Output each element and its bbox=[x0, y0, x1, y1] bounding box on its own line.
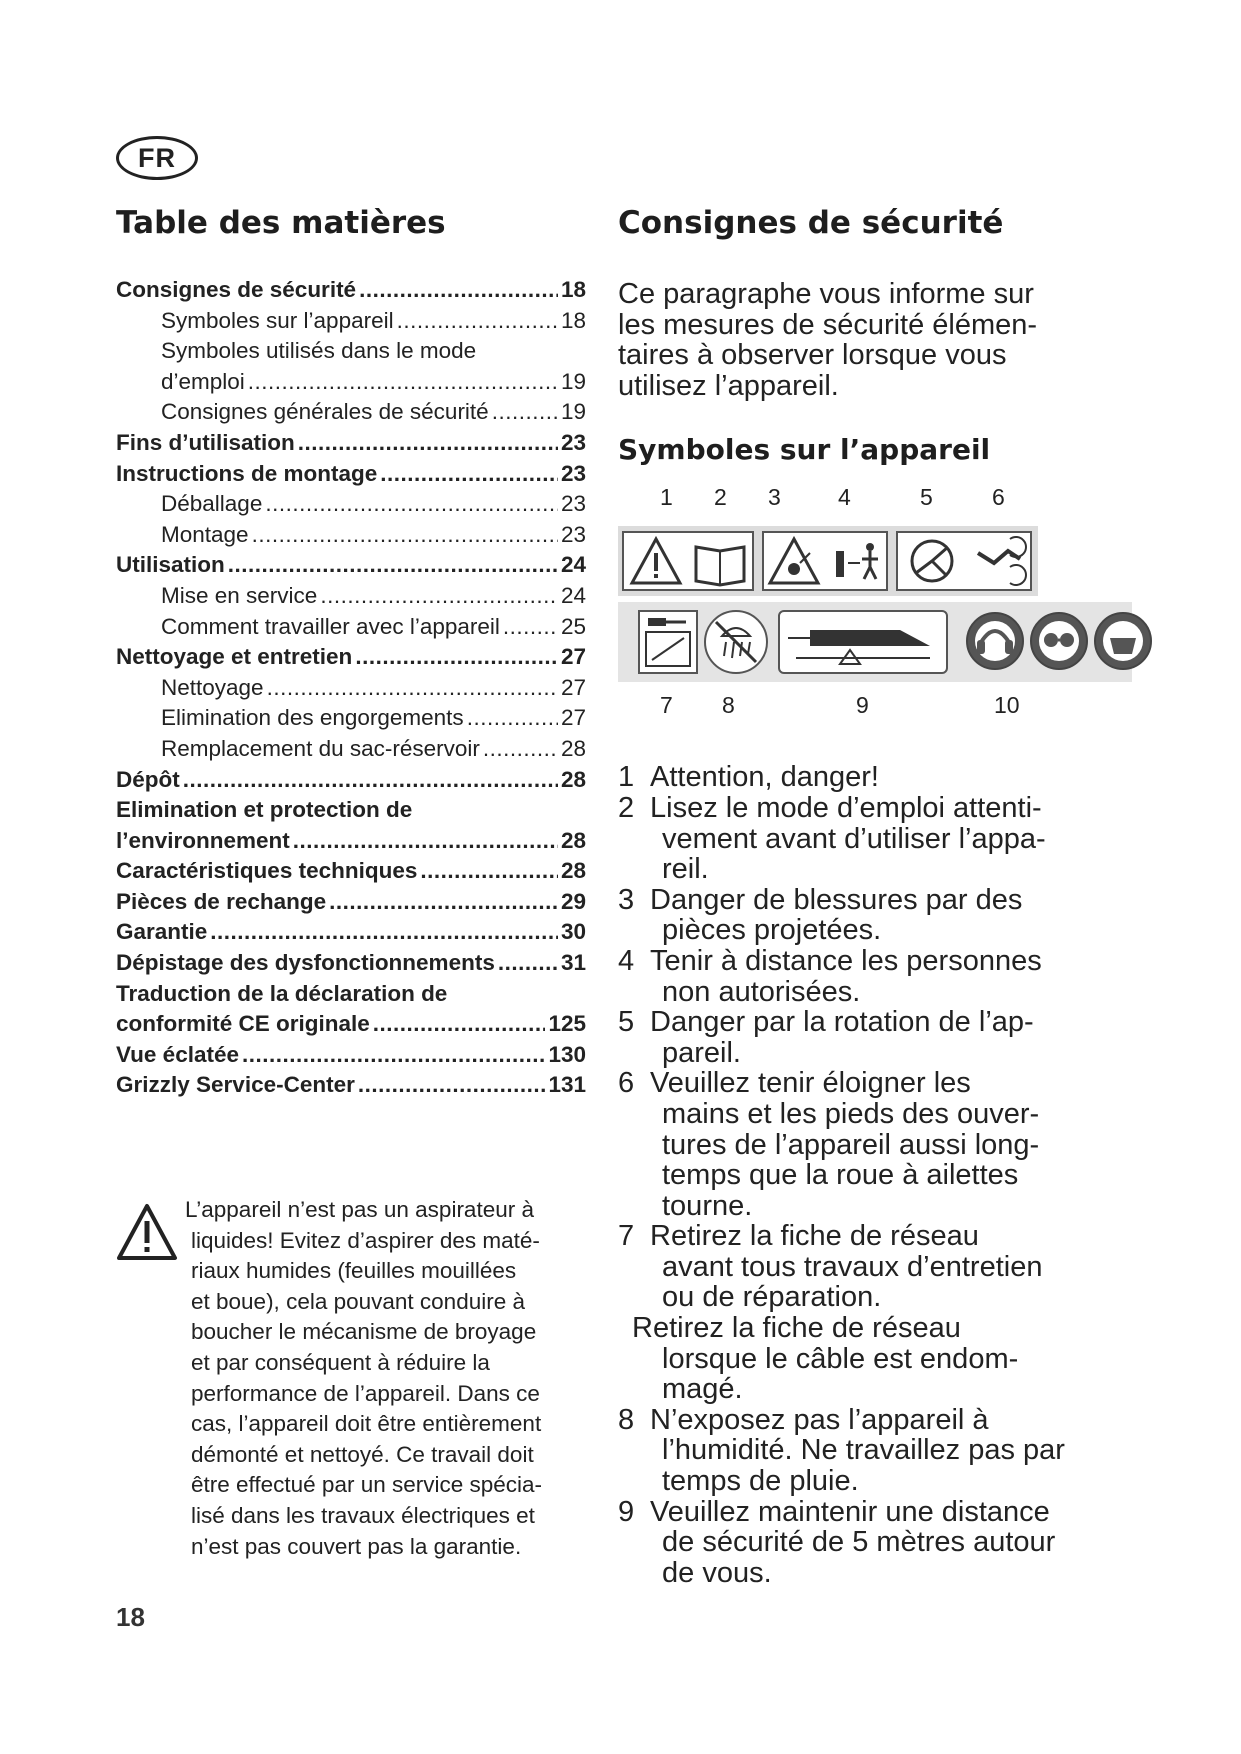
attention-danger-icon bbox=[624, 533, 752, 589]
toc-entry-page: 28 bbox=[560, 858, 586, 884]
warning-line: lisé dans les travaux électriques et bbox=[191, 1502, 535, 1528]
toc-entry-page: 19 bbox=[560, 399, 586, 425]
toc-entry bbox=[116, 675, 586, 706]
toc-entry-page: 30 bbox=[560, 919, 586, 945]
toc-entry-label: conformité CE originale bbox=[116, 1011, 370, 1037]
toc-entry bbox=[116, 919, 586, 950]
legend-item-line: Danger de blessures par des bbox=[650, 883, 1023, 916]
toc-entry bbox=[116, 1042, 586, 1073]
toc-entry bbox=[116, 552, 586, 583]
legend-item-line: lorsque le câble est endom- bbox=[662, 1342, 1019, 1375]
symbol-strip-top bbox=[618, 526, 1038, 596]
symbol-number: 1 bbox=[660, 484, 673, 511]
legend-item-number: 1 bbox=[618, 761, 635, 794]
legend-item-number: 7 bbox=[618, 1220, 635, 1253]
legend-item-line: Retirez la fiche de réseau bbox=[632, 1312, 961, 1345]
ear-protection-symbol bbox=[966, 612, 1024, 670]
liquid-warning bbox=[116, 1195, 596, 1562]
ear-protection-icon bbox=[968, 614, 1022, 668]
warning-line: performance de l’appareil. Dans ce bbox=[191, 1380, 540, 1406]
legend-item-line: non autorisées. bbox=[662, 975, 861, 1008]
toc-leader-dots bbox=[359, 277, 558, 303]
toc-leader-dots bbox=[380, 461, 558, 487]
toc-entry-label: Pièces de rechange bbox=[116, 888, 327, 914]
legend-item bbox=[618, 885, 1178, 946]
warning-line: n’est pas couvert pas la garantie. bbox=[191, 1533, 522, 1559]
toc-entry bbox=[116, 338, 586, 369]
legend-item-line: de sécurité de 5 mètres autour bbox=[662, 1526, 1056, 1559]
rotating-blade-icon bbox=[898, 533, 1030, 589]
symbol-number: 3 bbox=[768, 484, 781, 511]
legend-item-line: pareil. bbox=[662, 1036, 741, 1069]
toc-entry-label: Consignes générales de sécurité bbox=[161, 399, 489, 425]
toc-entry-label: Vue éclatée bbox=[116, 1041, 239, 1067]
legend-item-line: tourne. bbox=[662, 1189, 753, 1222]
legend-item bbox=[618, 762, 1178, 793]
toc-entry-label: Montage bbox=[161, 521, 249, 547]
symbol-numbers-bottom bbox=[618, 692, 1178, 724]
toc-entry-label: Traduction de la déclaration de bbox=[116, 980, 448, 1006]
warning-line: boucher le mécanisme de broyage bbox=[191, 1319, 537, 1345]
warning-line: et boue), cela pouvant conduire à bbox=[191, 1288, 525, 1314]
toc-entry bbox=[116, 858, 586, 889]
toc-entry-label: Elimination des engorgements bbox=[161, 705, 464, 731]
toc-entry bbox=[116, 277, 586, 308]
attention-manual-symbol bbox=[622, 531, 754, 591]
legend-item bbox=[618, 1497, 1178, 1589]
toc-leader-dots bbox=[293, 828, 558, 854]
eye-protection-symbol bbox=[1030, 612, 1088, 670]
legend-item-number: 3 bbox=[618, 883, 635, 916]
toc-entry bbox=[116, 614, 586, 645]
toc-entry bbox=[116, 736, 586, 767]
intro-line: les mesures de sécurité élémen- bbox=[618, 308, 1038, 341]
legend-item-line: avant tous travaux d’entretien bbox=[662, 1250, 1043, 1283]
legend-item-number: 6 bbox=[618, 1067, 635, 1100]
toc-entry-page: 19 bbox=[560, 368, 586, 394]
toc-entry-label: Caractéristiques techniques bbox=[116, 858, 418, 884]
legend-item-number: 4 bbox=[618, 944, 635, 977]
toc-entry bbox=[116, 644, 586, 675]
toc-entry-page: 125 bbox=[548, 1011, 586, 1037]
toc-entry-page: 27 bbox=[560, 674, 586, 700]
toc-entry-page: 27 bbox=[560, 705, 586, 731]
toc-entry-page: 28 bbox=[560, 735, 586, 761]
language-badge bbox=[116, 136, 198, 180]
warning-line: démonté et nettoyé. Ce travail doit bbox=[191, 1441, 534, 1467]
toc-entry-label: Nettoyage et entretien bbox=[116, 644, 353, 670]
toc-entry-label: Fins d’utilisation bbox=[116, 429, 295, 455]
toc-entry-page: 23 bbox=[560, 491, 586, 517]
toc-leader-dots bbox=[183, 767, 558, 793]
safety-distance-symbol bbox=[778, 610, 948, 674]
no-rain-symbol bbox=[704, 610, 768, 674]
warning-line: cas, l’appareil doit être entièrement bbox=[191, 1411, 542, 1437]
toc-entry bbox=[116, 369, 586, 400]
symbols-title: Symboles sur l’appareil bbox=[618, 433, 991, 467]
table-of-contents bbox=[116, 205, 586, 1103]
thrown-objects-icon bbox=[764, 533, 886, 589]
toc-entry-page: 23 bbox=[560, 521, 586, 547]
warning-line: être effectué par un service spécia- bbox=[191, 1472, 543, 1498]
toc-leader-dots bbox=[358, 1072, 546, 1098]
toc-leader-dots bbox=[210, 919, 558, 945]
toc-leader-dots bbox=[298, 430, 558, 456]
toc-entry-page: 18 bbox=[560, 307, 586, 333]
toc-entry-label: Dépôt bbox=[116, 766, 180, 792]
toc-entry-page: 24 bbox=[560, 582, 586, 608]
legend-item-number: 8 bbox=[618, 1403, 635, 1436]
intro-line: Ce paragraphe vous informe sur bbox=[618, 278, 1034, 310]
toc-entry-label: Comment travailler avec l’appareil bbox=[161, 613, 500, 639]
toc-leader-dots bbox=[228, 552, 558, 578]
toc-entry bbox=[116, 705, 586, 736]
toc-leader-dots bbox=[420, 858, 558, 884]
toc-entry-page: 23 bbox=[560, 429, 586, 455]
toc-entry-label: Remplacement du sac-réservoir bbox=[161, 735, 480, 761]
symbol-number: 6 bbox=[992, 484, 1005, 511]
toc-entry-label: Nettoyage bbox=[161, 674, 264, 700]
legend-item bbox=[618, 1313, 1178, 1405]
toc-entry-page: 18 bbox=[560, 277, 586, 302]
dust-mask-symbol bbox=[1094, 612, 1152, 670]
toc-entry-label: Déballage bbox=[161, 491, 263, 517]
toc-entry-label: Garantie bbox=[116, 919, 208, 945]
toc-entry bbox=[116, 1072, 586, 1103]
toc-entry-label: Grizzly Service-Center bbox=[116, 1072, 355, 1098]
toc-leader-dots bbox=[498, 950, 558, 976]
symbol-number: 4 bbox=[838, 484, 851, 511]
legend-item-line: tures de l’appareil aussi long- bbox=[662, 1128, 1040, 1161]
legend-item-line: pièces projetées. bbox=[662, 914, 882, 947]
toc-leader-dots bbox=[242, 1042, 545, 1068]
symbol-legend-list bbox=[618, 762, 1178, 1588]
safety-section bbox=[618, 205, 1178, 1588]
legend-item-number: 5 bbox=[618, 1006, 635, 1039]
legend-item-line: mains et les pieds des ouver- bbox=[662, 1097, 1040, 1130]
toc-leader-dots bbox=[503, 614, 558, 640]
toc-entry bbox=[116, 981, 586, 1012]
toc-entry bbox=[116, 889, 586, 920]
plug-icon bbox=[640, 612, 696, 672]
legend-item-line: de vous. bbox=[662, 1556, 772, 1589]
toc-entry-page: 25 bbox=[560, 613, 586, 639]
toc-entry bbox=[116, 767, 586, 798]
toc-leader-dots bbox=[397, 308, 558, 334]
warning-line: L’appareil n’est pas un aspirateur à bbox=[185, 1197, 534, 1222]
toc-leader-dots bbox=[492, 399, 558, 425]
toc-entry bbox=[116, 797, 586, 828]
legend-item-line: Veuillez tenir éloigner les bbox=[650, 1067, 971, 1100]
toc-leader-dots bbox=[467, 705, 558, 731]
toc-entry-label: d’emploi bbox=[161, 368, 245, 394]
toc-leader-dots bbox=[252, 522, 558, 548]
legend-item bbox=[618, 793, 1178, 885]
legend-item-number: 9 bbox=[618, 1495, 635, 1528]
legend-item bbox=[618, 1068, 1178, 1221]
language-code: FR bbox=[138, 142, 176, 173]
toc-entry-page: 23 bbox=[560, 460, 586, 486]
toc-entry bbox=[116, 308, 586, 339]
symbol-numbers-top bbox=[618, 484, 1178, 516]
toc-entry-label: Elimination et protection de bbox=[116, 797, 413, 823]
warning-line: liquides! Evitez d’aspirer des maté- bbox=[191, 1227, 540, 1253]
toc-leader-dots bbox=[329, 889, 558, 915]
legend-item bbox=[618, 1405, 1178, 1497]
legend-item-line: temps que la roue à ailettes bbox=[662, 1159, 1019, 1192]
warning-line: riaux humides (feuilles mouillées bbox=[191, 1258, 517, 1284]
warning-triangle-icon bbox=[116, 1203, 178, 1261]
warning-line: et par conséquent à réduire la bbox=[191, 1349, 490, 1375]
toc-list bbox=[116, 277, 586, 1103]
legend-item-number: 2 bbox=[618, 791, 635, 824]
toc-entry-label: Utilisation bbox=[116, 552, 225, 578]
toc-entry-page: 130 bbox=[548, 1041, 586, 1067]
symbol-number: 2 bbox=[714, 484, 727, 511]
legend-item-line: l’humidité. Ne travaillez pas par bbox=[662, 1434, 1065, 1467]
legend-item-line: Retirez la fiche de réseau bbox=[650, 1220, 979, 1253]
toc-entry-label: Mise en service bbox=[161, 582, 318, 608]
toc-entry bbox=[116, 461, 586, 492]
toc-entry-page: 24 bbox=[560, 552, 586, 578]
legend-item-line: vement avant d’utiliser l’appa- bbox=[662, 822, 1046, 855]
dust-mask-icon bbox=[1096, 614, 1150, 668]
toc-entry bbox=[116, 522, 586, 553]
symbol-number: 5 bbox=[920, 484, 933, 511]
toc-leader-dots bbox=[267, 675, 558, 701]
toc-leader-dots bbox=[248, 369, 558, 395]
eye-protection-icon bbox=[1032, 614, 1086, 668]
symbol-number: 8 bbox=[722, 692, 735, 719]
intro-line: taires à observer lorsque vous bbox=[618, 339, 1007, 372]
symbol-number: 9 bbox=[856, 692, 869, 719]
legend-item-line: magé. bbox=[662, 1373, 743, 1406]
rain-prohibited-icon bbox=[706, 612, 766, 672]
toc-leader-dots bbox=[483, 736, 558, 762]
projectiles-distance-symbol bbox=[762, 531, 888, 591]
symbol-number: 10 bbox=[994, 692, 1020, 719]
toc-entry-page: 28 bbox=[560, 827, 586, 853]
unplug-symbol bbox=[638, 610, 698, 674]
toc-title: Table des matières bbox=[116, 205, 446, 241]
legend-item-line: Lisez le mode d’emploi attenti- bbox=[650, 791, 1042, 824]
safety-intro bbox=[618, 279, 1178, 401]
toc-leader-dots bbox=[265, 491, 558, 517]
legend-item-line: temps de pluie. bbox=[662, 1465, 859, 1498]
legend-item-line: ou de réparation. bbox=[662, 1281, 882, 1314]
legend-item-line: Veuillez maintenir une distance bbox=[650, 1495, 1050, 1528]
toc-leader-dots bbox=[355, 644, 558, 670]
toc-entry bbox=[116, 1011, 586, 1042]
toc-entry bbox=[116, 583, 586, 614]
toc-entry-page: 131 bbox=[548, 1072, 586, 1098]
legend-item bbox=[618, 1221, 1178, 1313]
legend-item-line: Tenir à distance les personnes bbox=[650, 944, 1042, 977]
warning-text bbox=[185, 1195, 596, 1562]
toc-entry-label: Dépistage des dysfonctionnements bbox=[116, 950, 495, 976]
legend-item-line: reil. bbox=[662, 853, 709, 886]
toc-entry bbox=[116, 491, 586, 522]
toc-entry-label: Instructions de montage bbox=[116, 460, 378, 486]
legend-item bbox=[618, 1007, 1178, 1068]
legend-item-line: Attention, danger! bbox=[650, 761, 879, 794]
toc-entry-page: 29 bbox=[560, 888, 586, 914]
toc-leader-dots bbox=[373, 1011, 546, 1037]
toc-entry-label: Symboles utilisés dans le mode bbox=[161, 338, 477, 364]
symbol-strip-bottom bbox=[618, 602, 1132, 682]
toc-entry-page: 27 bbox=[560, 644, 586, 670]
toc-entry-label: Consignes de sécurité bbox=[116, 277, 357, 302]
toc-entry bbox=[116, 399, 586, 430]
toc-leader-dots bbox=[320, 583, 558, 609]
page-number: 18 bbox=[116, 1602, 145, 1632]
symbol-number: 7 bbox=[660, 692, 673, 719]
legend-item-line: N’exposez pas l’appareil à bbox=[650, 1403, 989, 1436]
safety-title: Consignes de sécurité bbox=[618, 205, 1004, 241]
distance-5m-icon bbox=[780, 612, 946, 672]
toc-entry-label: Symboles sur l’appareil bbox=[161, 307, 394, 333]
rotation-hands-symbol bbox=[896, 531, 1032, 591]
toc-entry-label: l’environnement bbox=[116, 827, 290, 853]
toc-entry bbox=[116, 950, 586, 981]
intro-line: utilisez l’appareil. bbox=[618, 369, 839, 402]
toc-entry-page: 31 bbox=[560, 950, 586, 976]
legend-item bbox=[618, 946, 1178, 1007]
toc-entry-page: 28 bbox=[560, 766, 586, 792]
legend-item-line: Danger par la rotation de l’ap- bbox=[650, 1006, 1034, 1039]
toc-entry bbox=[116, 430, 586, 461]
toc-entry bbox=[116, 828, 586, 859]
